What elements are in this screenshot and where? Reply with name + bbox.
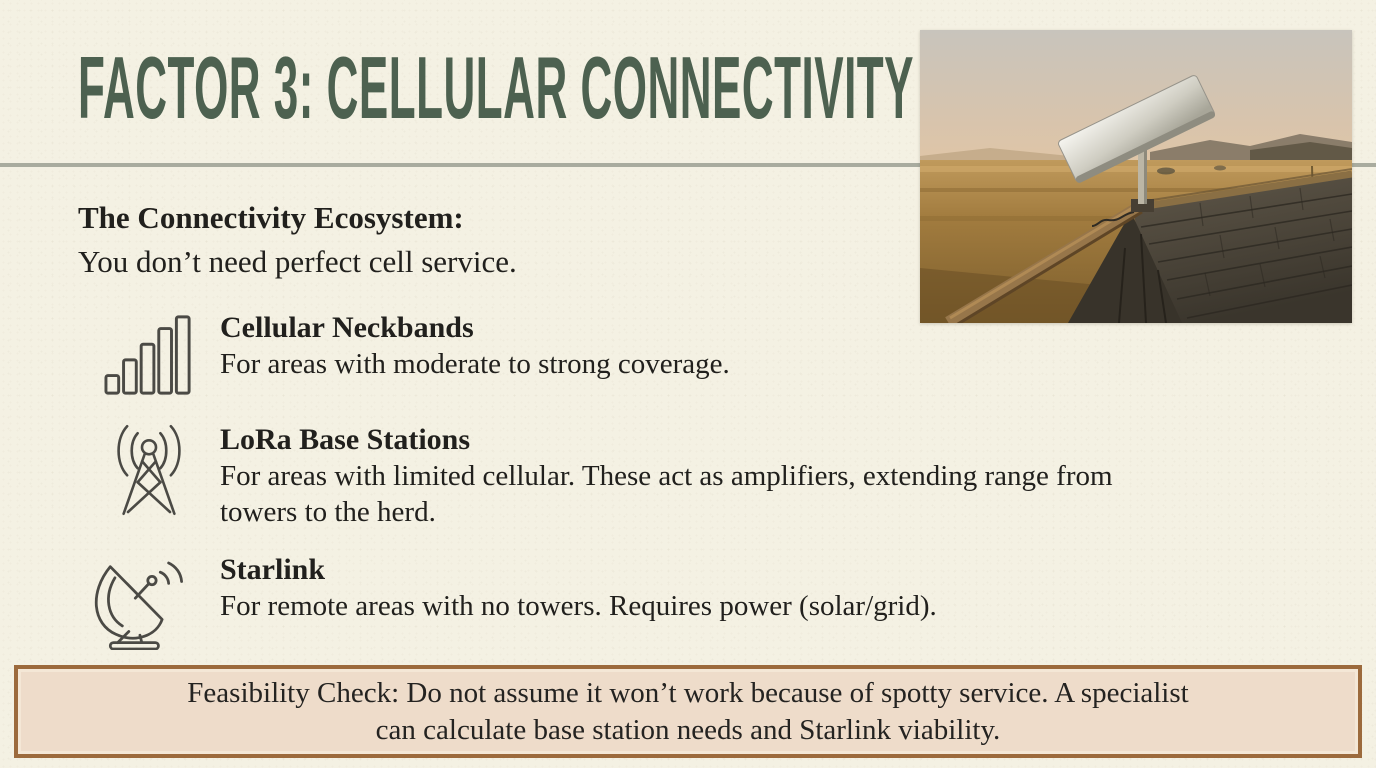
item-description-line-2: towers to the herd. bbox=[220, 496, 436, 528]
intro-subheading: You don’t need perfect cell service. bbox=[78, 244, 517, 279]
intro-block bbox=[78, 196, 898, 284]
callout-line-1: Feasibility Check: Do not assume it won’t work because of spotty service. A specialist bbox=[187, 676, 1189, 709]
item-text bbox=[220, 550, 937, 624]
intro-heading: The Connectivity Ecosystem: bbox=[78, 200, 464, 235]
item-title: Cellular Neckbands bbox=[220, 311, 474, 344]
feasibility-callout bbox=[14, 665, 1362, 758]
item-description-line-1: For areas with limited cellular. These act as amplifiers, extending range from bbox=[220, 460, 1113, 492]
item-description: For areas with moderate to strong coverage. bbox=[220, 348, 730, 380]
callout-line-2: can calculate base station needs and Starlink viability. bbox=[375, 713, 1001, 746]
item-title: LoRa Base Stations bbox=[220, 423, 471, 456]
item-text bbox=[220, 420, 1113, 530]
list-item-starlink bbox=[78, 550, 937, 650]
radio-tower-icon bbox=[78, 420, 220, 520]
item-description: For remote areas with no towers. Requires power (solar/grid). bbox=[220, 590, 937, 622]
satellite-dish-icon bbox=[78, 550, 220, 650]
item-title: Starlink bbox=[220, 553, 326, 586]
starlink-roof-photo-art bbox=[920, 30, 1352, 323]
signal-bars-icon bbox=[78, 308, 220, 396]
starlink-roof-photo bbox=[920, 30, 1352, 323]
list-item-lora-base-stations bbox=[78, 420, 1113, 530]
list-item-cellular-neckbands bbox=[78, 308, 730, 396]
item-text bbox=[220, 308, 730, 382]
page-title-text: FACTOR 3: CELLULAR CONNECTIVITY bbox=[78, 38, 915, 137]
page-title bbox=[78, 38, 938, 137]
